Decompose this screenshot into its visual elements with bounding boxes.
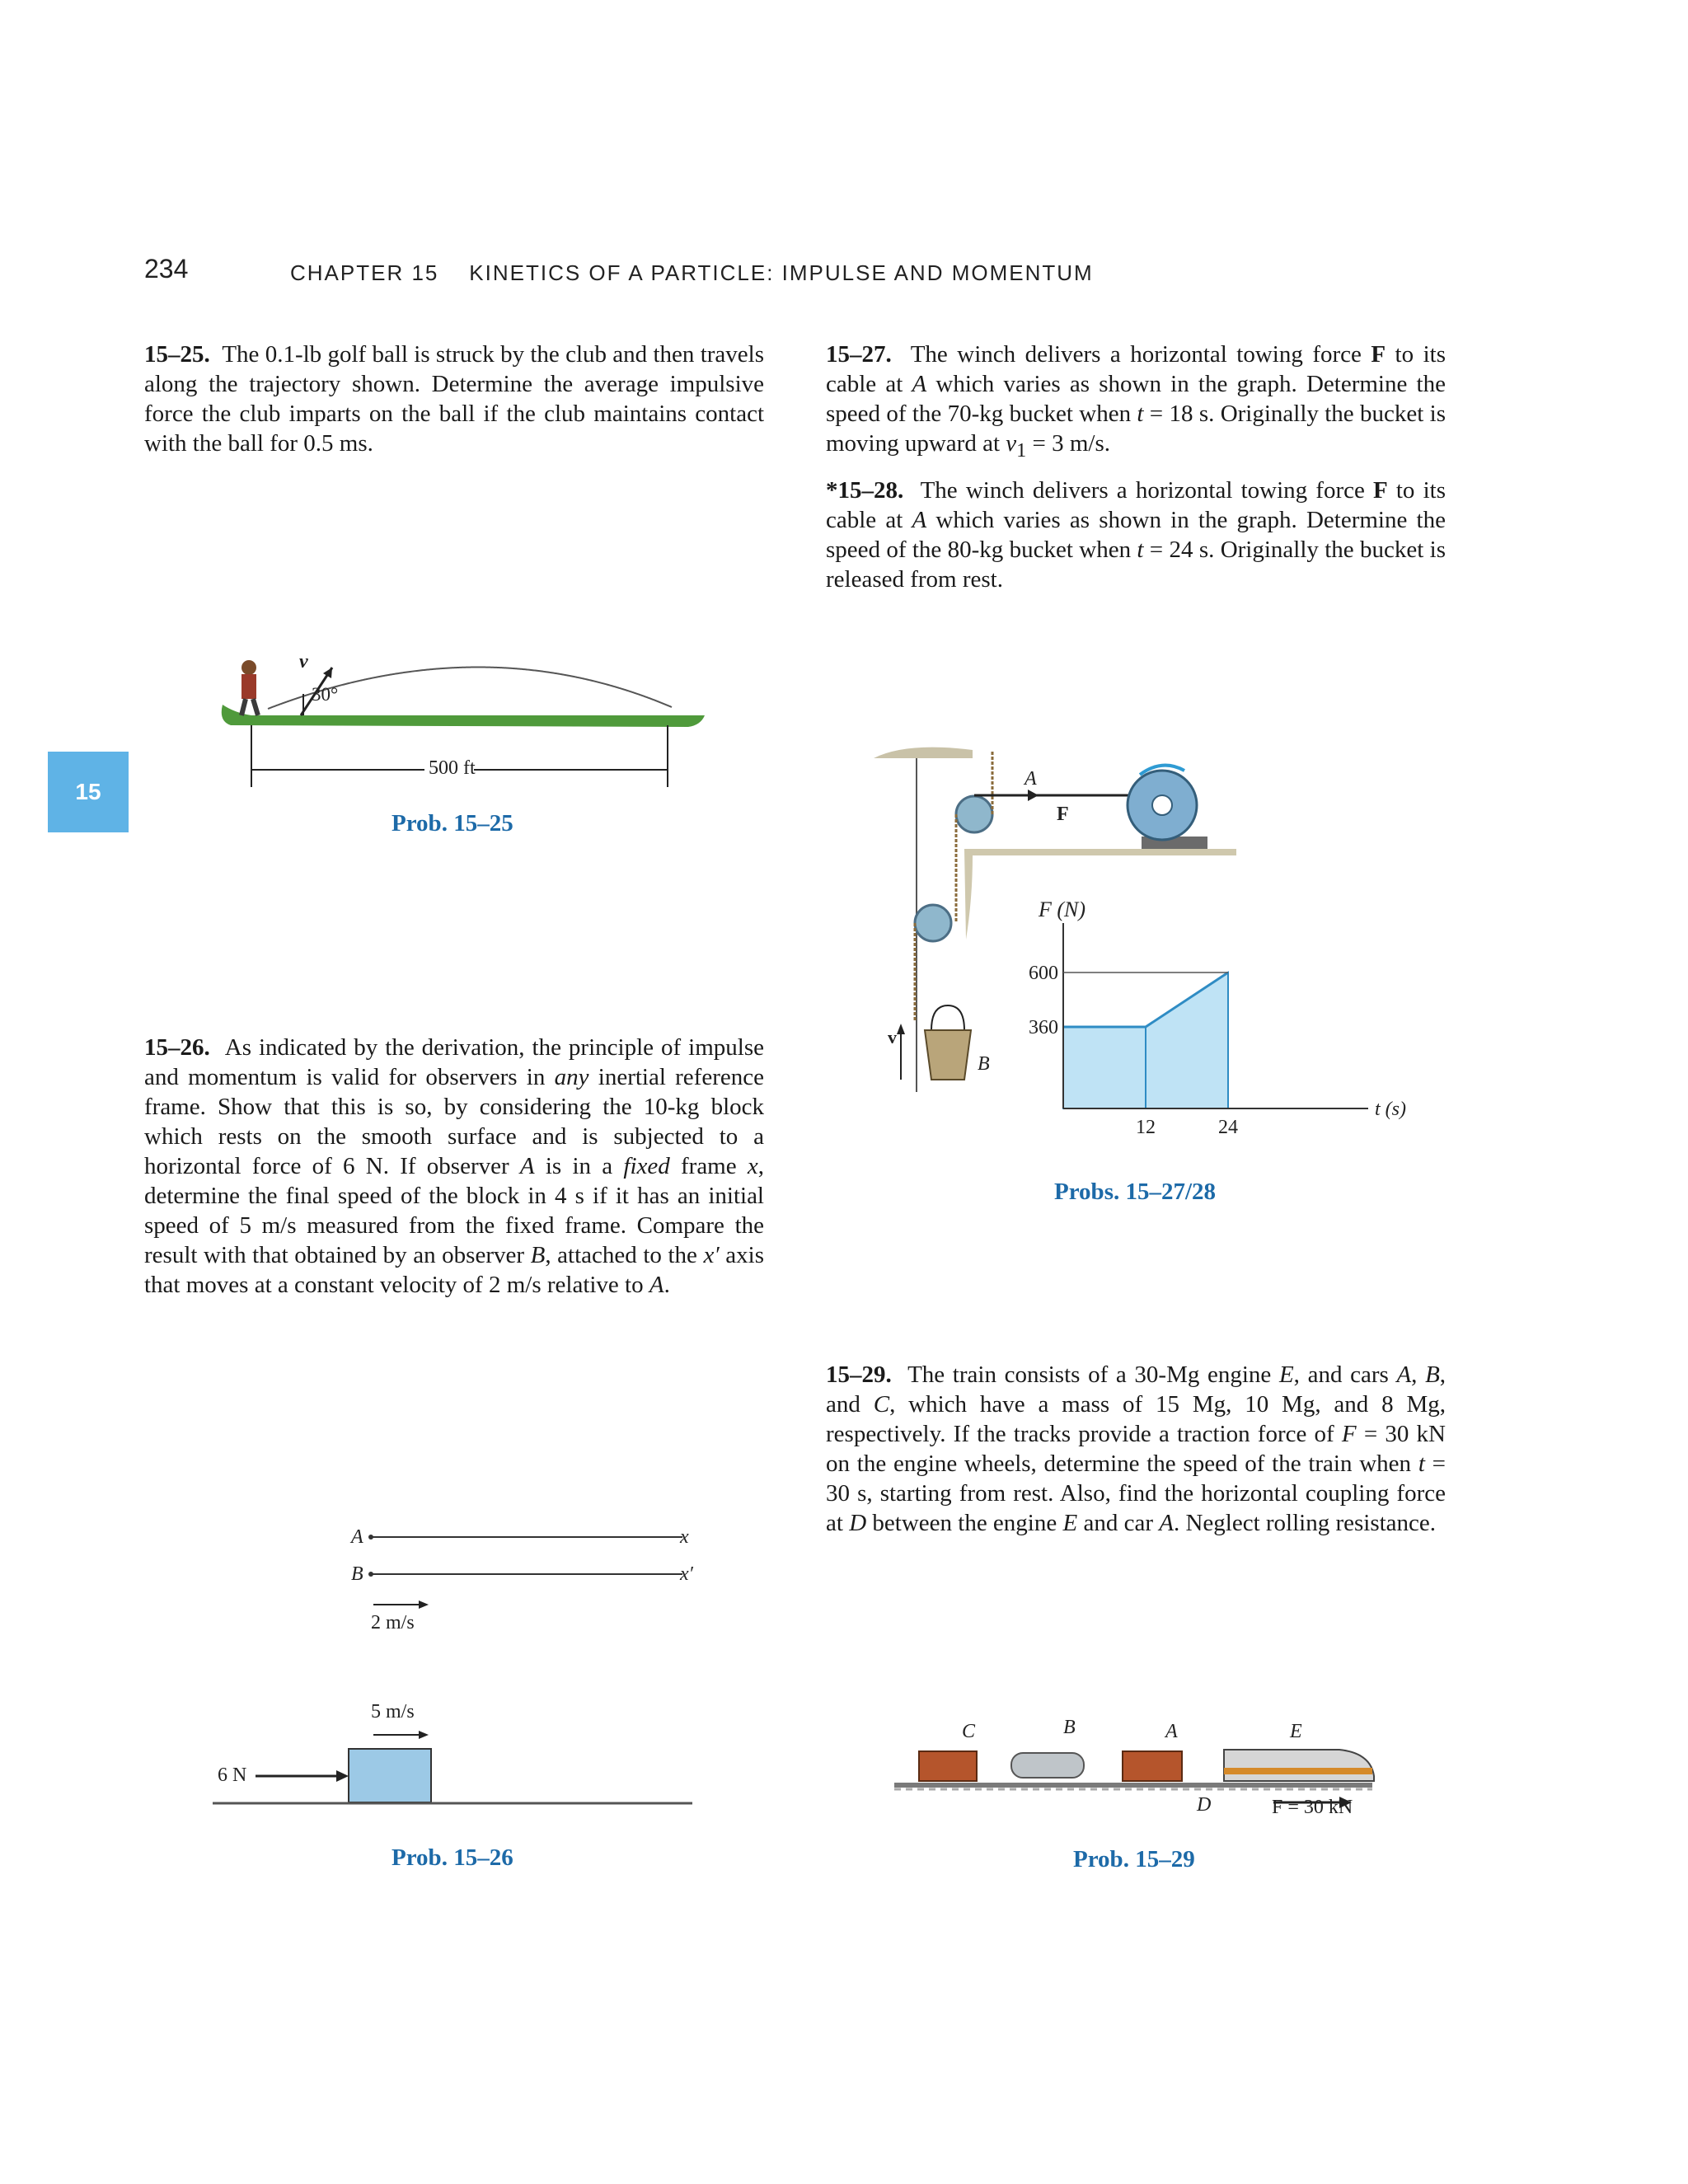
symbol: v — [1006, 430, 1017, 457]
text: , and cars — [1293, 1361, 1397, 1388]
symbol: A — [519, 1153, 535, 1179]
running-header — [290, 260, 1094, 286]
x-label: x — [680, 1526, 689, 1548]
problem-15-26 — [144, 1033, 764, 1300]
text: , which have a mass of 15 Mg, 10 Mg, and 8 Mg, respectively. If the tracks provide a traction force of — [826, 1391, 1447, 1447]
car-b-label: B — [1063, 1717, 1076, 1738]
y-tick-label: 360 — [1029, 1017, 1058, 1038]
text: = 30 s, starting from rest. Also, find the horizontal coupling force at — [826, 1451, 1447, 1536]
winch-hub — [1152, 795, 1172, 815]
y-axis-label: F (N) — [1039, 898, 1086, 921]
angle-label: 30° — [312, 684, 339, 705]
problem-number: 15–29. — [826, 1361, 892, 1388]
symbol: B — [530, 1242, 546, 1268]
bucket — [925, 1030, 971, 1080]
problem-15-28 — [826, 476, 1446, 594]
text: . — [663, 1272, 670, 1298]
symbol: A — [1159, 1510, 1174, 1536]
engine-stripe — [1224, 1768, 1372, 1774]
top-pulley — [956, 796, 992, 832]
symbol: x′ — [703, 1242, 720, 1268]
bottom-pulley — [915, 905, 951, 941]
golfer-head — [241, 660, 256, 675]
force-symbol: F — [1373, 477, 1388, 504]
arrowhead — [336, 1770, 349, 1782]
frame-speed-label: 2 m/s — [371, 1612, 415, 1633]
chapter-label: CHAPTER 15 — [290, 260, 439, 285]
symbol: F — [1341, 1421, 1357, 1447]
text: inertial reference frame. Show that this is so, by considering the 10-kg block which rests on the smooth surface and is subjected to a horizontal force of 6 N. If observer — [144, 1064, 764, 1179]
text: . Neglect rolling resistance. — [1173, 1510, 1437, 1536]
engine-e-label: E — [1290, 1721, 1302, 1742]
figure-caption: Prob. 15–26 — [392, 1844, 513, 1871]
page-number: 234 — [144, 254, 189, 284]
text: The winch delivers a horizontal towing force — [910, 341, 1372, 368]
figure-caption: Prob. 15–25 — [392, 810, 513, 837]
text: , determine the final speed of the block in 4 s if it has an initial speed of 5 m/s measured from the fixed frame. Compare the result with that obtained by an observer — [144, 1153, 764, 1268]
distance-label: 500 ft — [429, 757, 476, 779]
symbol: x — [747, 1153, 758, 1179]
engine-e — [1224, 1750, 1374, 1781]
golfer-body — [241, 674, 256, 699]
observer-b-label: B — [351, 1563, 363, 1585]
car-a-label: A — [1165, 1721, 1178, 1742]
golfer-leg — [241, 699, 246, 715]
problem-15-25 — [144, 340, 764, 458]
problem-15-27 — [826, 340, 1446, 466]
track — [894, 1783, 1372, 1788]
text: , and — [826, 1361, 1447, 1418]
problem-text: The 0.1-lb golf ball is struck by the club and then travels along the trajectory shown. Determine the average impulsive force the club imparts on the ball if the club maintains contact with the ball for 0.5 ms. — [144, 341, 764, 457]
x-tick-label: 12 — [1136, 1117, 1156, 1138]
text: , — [1411, 1361, 1426, 1388]
arrowhead — [419, 1731, 429, 1739]
text: = 24 s. Originally the bucket is released from rest. — [826, 537, 1446, 593]
chapter-title: KINETICS OF A PARTICLE: IMPULSE AND MOMENTUM — [469, 260, 1094, 285]
symbol: E — [1278, 1361, 1294, 1388]
text: and car — [1077, 1510, 1160, 1536]
text: The winch delivers a horizontal towing force — [920, 477, 1373, 504]
force-label: 6 N — [218, 1765, 247, 1786]
observer-b-dot — [368, 1572, 373, 1577]
traction-force-label: F = 30 kN — [1272, 1797, 1353, 1818]
subscript: 1 — [1016, 438, 1027, 462]
arrowhead — [419, 1601, 429, 1609]
bucket-b-label: B — [978, 1053, 990, 1075]
observer-a-label: A — [351, 1526, 363, 1548]
problem-number: *15–28. — [826, 477, 904, 504]
force-arrowhead — [1028, 790, 1039, 801]
text: which varies as shown in the graph. Determine the speed of the 70-kg bucket when — [826, 371, 1446, 427]
figure-caption: Probs. 15–27/28 — [1054, 1179, 1217, 1205]
text: = 30 kN on the engine wheels, determine the speed of the train when — [826, 1421, 1446, 1477]
symbol: t — [1137, 537, 1144, 563]
velocity-label: v — [888, 1027, 897, 1047]
symbol: D — [849, 1510, 867, 1536]
symbol: B — [1425, 1361, 1440, 1388]
car-c-label: C — [962, 1721, 976, 1742]
problem-15-29 — [826, 1360, 1446, 1538]
fairway — [222, 705, 705, 727]
symbol: A — [649, 1272, 664, 1298]
text: frame — [669, 1153, 748, 1179]
emphasis: fixed — [623, 1153, 670, 1179]
text: axis that moves at a constant velocity of 2 m/s relative to — [144, 1242, 764, 1298]
observer-a-dot — [368, 1535, 373, 1540]
text: between the engine — [866, 1510, 1063, 1536]
chapter-tab: 15 — [48, 752, 129, 832]
x-tick-label: 24 — [1218, 1117, 1238, 1138]
text: = 3 m/s. — [1026, 430, 1110, 457]
ceiling-support — [874, 748, 973, 758]
emphasis: any — [554, 1064, 589, 1090]
xprime-label: x′ — [680, 1563, 693, 1585]
symbol: C — [873, 1391, 890, 1418]
symbol: A — [1396, 1361, 1412, 1388]
bucket-handle — [931, 1005, 964, 1030]
car-c — [919, 1751, 977, 1781]
text: which varies as shown in the graph. Determine the speed of the 80-kg bucket when — [826, 507, 1446, 563]
force-f-label: F — [1057, 804, 1069, 825]
y-tick-label: 600 — [1029, 963, 1058, 984]
golfer-leg — [253, 699, 258, 715]
problem-number: 15–26. — [144, 1034, 210, 1061]
v-label: v — [299, 651, 308, 673]
force-time-chart — [1022, 898, 1406, 1138]
text: The train consists of a 30-Mg engine — [907, 1361, 1279, 1388]
symbol: E — [1062, 1510, 1078, 1536]
figure-caption: Prob. 15–29 — [1073, 1846, 1195, 1872]
car-a — [1123, 1751, 1182, 1781]
arrowhead — [897, 1024, 905, 1034]
text: As indicated by the derivation, the principle of impulse and momentum is valid for observers in — [144, 1034, 764, 1090]
text: is in a — [534, 1153, 624, 1179]
text: = 18 s. Originally the bucket is moving upward at — [826, 401, 1446, 457]
text: to its cable at — [826, 341, 1446, 397]
symbol: A — [912, 371, 927, 397]
block-speed-label: 5 m/s — [371, 1701, 415, 1722]
car-b-tank — [1011, 1753, 1084, 1778]
text: , attached to the — [545, 1242, 704, 1268]
text: to its cable at — [826, 477, 1446, 533]
symbol: t — [1418, 1451, 1425, 1477]
coupling-d-label: D — [1197, 1794, 1212, 1816]
problem-number: 15–25. — [144, 341, 210, 368]
symbol: A — [912, 507, 927, 533]
point-a-label: A — [1025, 768, 1037, 790]
symbol: t — [1137, 401, 1144, 427]
force-symbol: F — [1371, 341, 1386, 368]
block-figure — [206, 1529, 717, 1825]
x-axis-label: t (s) — [1375, 1099, 1406, 1120]
problem-number: 15–27. — [826, 341, 892, 368]
block — [349, 1749, 431, 1802]
